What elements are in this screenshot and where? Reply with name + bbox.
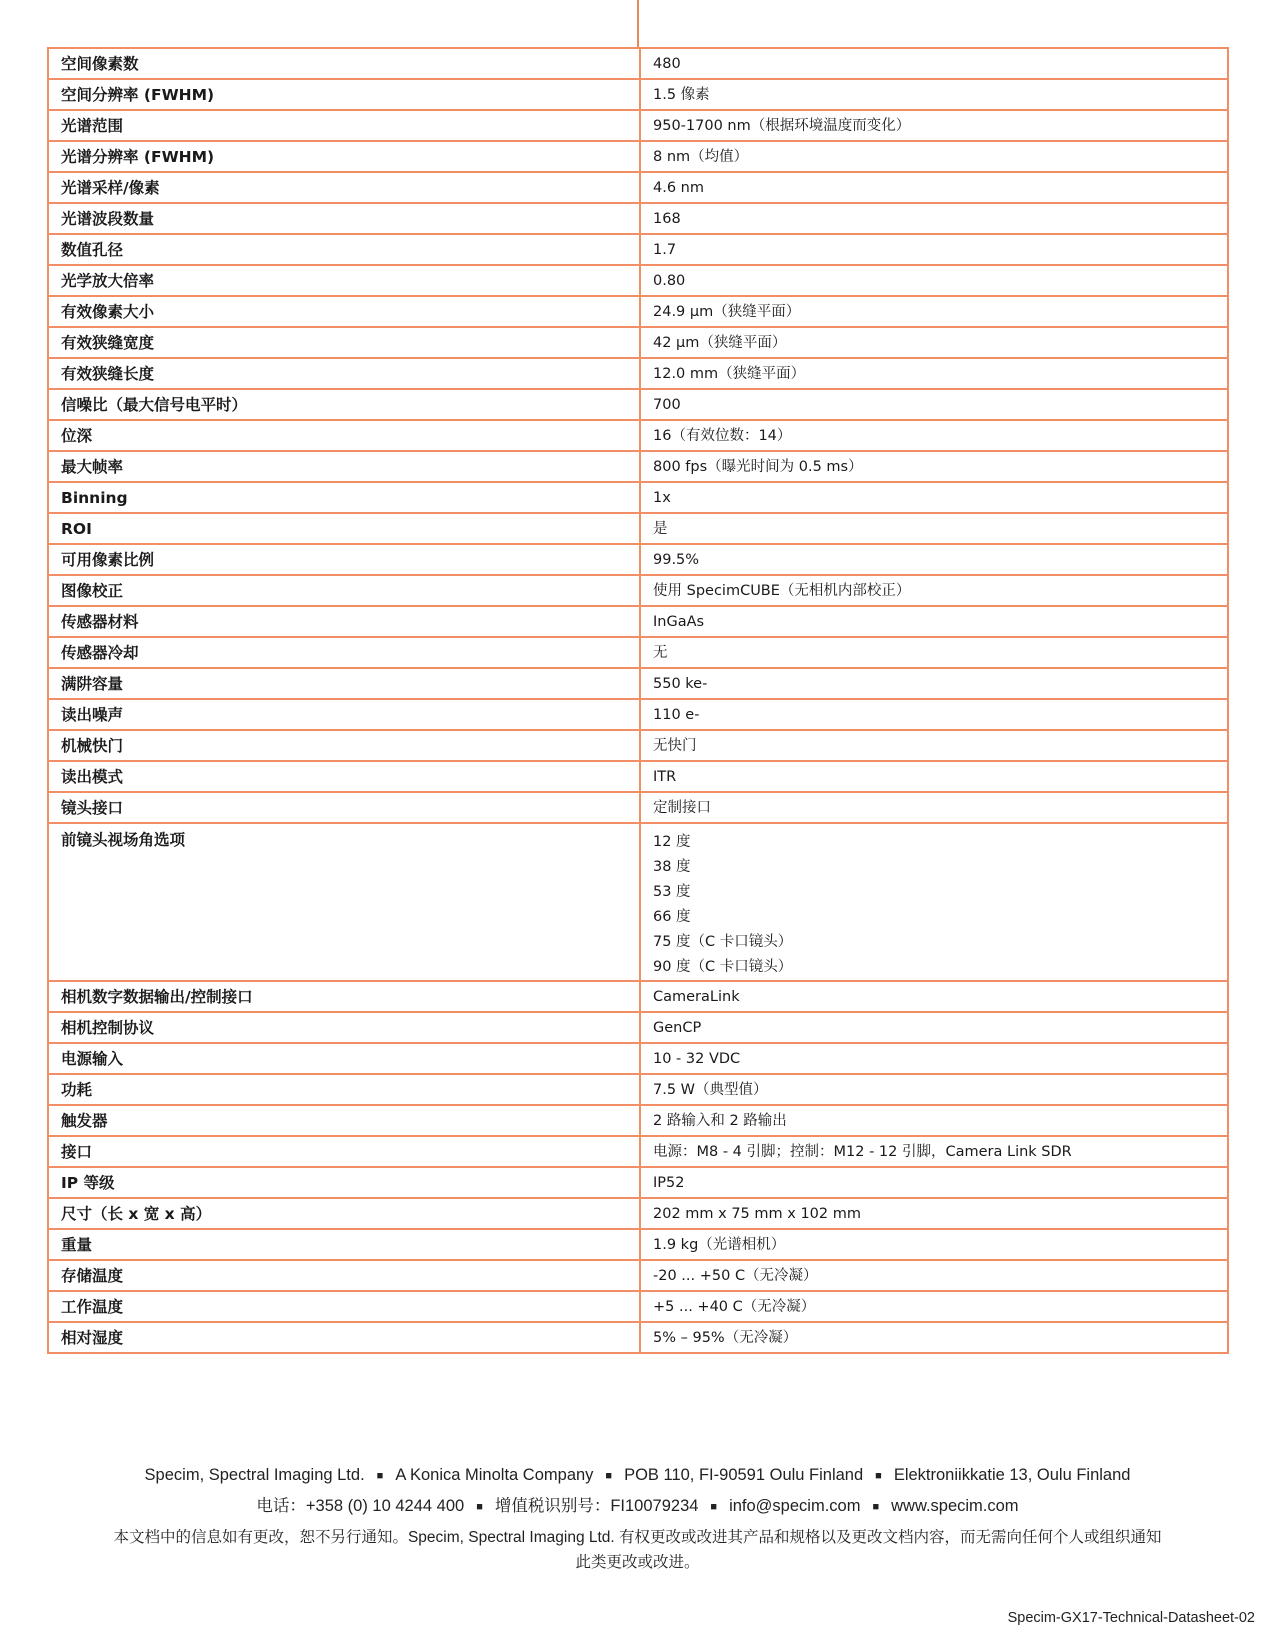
- spec-row: [48, 792, 1228, 823]
- spec-label: IP 等级: [48, 1167, 640, 1198]
- spec-label: 可用像素比例: [48, 544, 640, 575]
- spec-label: 尺寸（长 x 宽 x 高）: [48, 1198, 640, 1229]
- spec-label: 功耗: [48, 1074, 640, 1105]
- spec-row: [48, 761, 1228, 792]
- spec-value: 800 fps（曝光时间为 0.5 ms）: [640, 451, 1228, 482]
- spec-row: [48, 544, 1228, 575]
- spec-label: 读出模式: [48, 761, 640, 792]
- spec-label: 空间像素数: [48, 48, 640, 79]
- spec-value: 无: [640, 637, 1228, 668]
- spec-value: InGaAs: [640, 606, 1228, 637]
- spec-value: 168: [640, 203, 1228, 234]
- spec-row: [48, 730, 1228, 761]
- spec-row: [48, 1291, 1228, 1322]
- spec-row: [48, 1105, 1228, 1136]
- spec-label: 前镜头视场角选项: [48, 823, 640, 981]
- spec-row: [48, 1229, 1228, 1260]
- fov-option: 53 度: [653, 884, 691, 900]
- spec-value: 24.9 µm（狭缝平面）: [640, 296, 1228, 327]
- spec-label: 触发器: [48, 1105, 640, 1136]
- spec-label: 光谱分辨率 (FWHM): [48, 141, 640, 172]
- spec-label: 工作温度: [48, 1291, 640, 1322]
- spec-row-fov: [48, 823, 1228, 981]
- spec-label: 相机控制协议: [48, 1012, 640, 1043]
- spec-row: [48, 327, 1228, 358]
- footer-contact-line: [0, 1492, 1275, 1516]
- fov-option: 75 度（C 卡口镜头）: [653, 934, 793, 950]
- spec-row: [48, 482, 1228, 513]
- spec-value: 2 路输入和 2 路输出: [640, 1105, 1228, 1136]
- spec-label: 机械快门: [48, 730, 640, 761]
- spec-value: 0.80: [640, 265, 1228, 296]
- spec-value: 550 ke-: [640, 668, 1228, 699]
- spec-row: [48, 172, 1228, 203]
- spec-value: 5% – 95%（无冷凝）: [640, 1322, 1228, 1353]
- spec-label: 相机数字数据输出/控制接口: [48, 981, 640, 1012]
- spec-row: [48, 420, 1228, 451]
- spec-label: 光谱范围: [48, 110, 640, 141]
- footer-separator: ■: [376, 1469, 384, 1482]
- spec-row: [48, 575, 1228, 606]
- spec-label: 有效狭缝宽度: [48, 327, 640, 358]
- spec-row: [48, 389, 1228, 420]
- spec-label: 镜头接口: [48, 792, 640, 823]
- footer-separator: ■: [605, 1469, 613, 1482]
- footer-email-link[interactable]: info@specim.com: [729, 1497, 861, 1515]
- spec-value: 10 - 32 VDC: [640, 1043, 1228, 1074]
- spec-row: [48, 1167, 1228, 1198]
- spec-value: 1x: [640, 482, 1228, 513]
- spec-label: 相对湿度: [48, 1322, 640, 1353]
- fov-option: 12 度: [653, 834, 691, 850]
- spec-row: [48, 451, 1228, 482]
- spec-value: 99.5%: [640, 544, 1228, 575]
- spec-value: 42 µm（狭缝平面）: [640, 327, 1228, 358]
- spec-row: [48, 1074, 1228, 1105]
- spec-label: 最大帧率: [48, 451, 640, 482]
- footer-street-address: Elektroniikkatie 13, Oulu Finland: [893, 1466, 1131, 1484]
- spec-value: 950-1700 nm（根据环境温度而变化）: [640, 110, 1228, 141]
- spec-row: [48, 358, 1228, 389]
- spec-label: 传感器冷却: [48, 637, 640, 668]
- spec-row: [48, 1043, 1228, 1074]
- spec-row: [48, 203, 1228, 234]
- spec-value: 使用 SpecimCUBE（无相机内部校正）: [640, 575, 1228, 606]
- spec-row: [48, 668, 1228, 699]
- fov-option: 66 度: [653, 909, 691, 925]
- footer-company-line: [0, 1466, 1275, 1485]
- fov-option: 90 度（C 卡口镜头）: [653, 959, 793, 975]
- fov-option: 38 度: [653, 859, 691, 875]
- spec-label: ROI: [48, 513, 640, 544]
- spec-row: [48, 981, 1228, 1012]
- footer-separator: ■: [476, 1500, 483, 1513]
- spec-value: 12.0 mm（狭缝平面）: [640, 358, 1228, 389]
- spec-value: 1.5 像素: [640, 79, 1228, 110]
- spec-label: 光学放大倍率: [48, 265, 640, 296]
- spec-label: 位深: [48, 420, 640, 451]
- footer-separator: ■: [710, 1500, 718, 1513]
- spec-row: [48, 513, 1228, 544]
- spec-value: 8 nm（均值）: [640, 141, 1228, 172]
- spec-row: [48, 141, 1228, 172]
- spec-label: Binning: [48, 482, 640, 513]
- spec-row: [48, 296, 1228, 327]
- spec-label: 光谱波段数量: [48, 203, 640, 234]
- spec-label: 传感器材料: [48, 606, 640, 637]
- spec-value: 700: [640, 389, 1228, 420]
- spec-value: 4.6 nm: [640, 172, 1228, 203]
- spec-label: 有效像素大小: [48, 296, 640, 327]
- spec-value: CameraLink: [640, 981, 1228, 1012]
- spec-row: [48, 79, 1228, 110]
- spec-row: [48, 1260, 1228, 1291]
- spec-label: 满阱容量: [48, 668, 640, 699]
- spec-label: 存储温度: [48, 1260, 640, 1291]
- spec-label: 重量: [48, 1229, 640, 1260]
- spec-row: [48, 637, 1228, 668]
- spec-label: 图像校正: [48, 575, 640, 606]
- spec-row: [48, 699, 1228, 730]
- spec-value: 202 mm x 75 mm x 102 mm: [640, 1198, 1228, 1229]
- spec-value: 110 e-: [640, 699, 1228, 730]
- spec-value: 定制接口: [640, 792, 1228, 823]
- footer-company: Specim, Spectral Imaging Ltd.: [144, 1466, 365, 1484]
- spec-value: IP52: [640, 1167, 1228, 1198]
- footer-parent-company: A Konica Minolta Company: [395, 1466, 594, 1484]
- spec-label: 光谱采样/像素: [48, 172, 640, 203]
- document-id: Specim-GX17-Technical-Datasheet-02: [1007, 1610, 1255, 1626]
- footer-vat: 增值税识别号：FI10079234: [494, 1497, 699, 1515]
- spec-value: +5 ... +40 C（无冷凝）: [640, 1291, 1228, 1322]
- footer-separator: ■: [872, 1500, 880, 1513]
- spec-table-body: [48, 48, 1228, 1353]
- footer-disclaimer: 本文档中的信息如有更改，恕不另行通知。Specim, Spectral Imaging Ltd. 有权更改或改进其产品和规格以及更改文档内容，而无需向任何个人或组织通知此类更改或改进。: [113, 1529, 1162, 1571]
- spec-label: 有效狭缝长度: [48, 358, 640, 389]
- top-divider-line: [637, 0, 639, 48]
- footer-website-link[interactable]: www.specim.com: [891, 1497, 1019, 1515]
- footer-phone: 电话：+358 (0) 10 4244 400: [256, 1497, 465, 1515]
- spec-value: 1.7: [640, 234, 1228, 265]
- spec-label: 电源输入: [48, 1043, 640, 1074]
- spec-value: ITR: [640, 761, 1228, 792]
- spec-value: GenCP: [640, 1012, 1228, 1043]
- spec-row: [48, 1322, 1228, 1353]
- spec-row: [48, 265, 1228, 296]
- spec-label: 数值孔径: [48, 234, 640, 265]
- spec-label: 空间分辨率 (FWHM): [48, 79, 640, 110]
- spec-value: 480: [640, 48, 1228, 79]
- spec-label: 读出噪声: [48, 699, 640, 730]
- spec-value: 16（有效位数：14）: [640, 420, 1228, 451]
- footer-separator: ■: [875, 1469, 882, 1482]
- spec-value: 是: [640, 513, 1228, 544]
- spec-value: 电源：M8 - 4 引脚；控制：M12 - 12 引脚，Camera Link SDR: [640, 1136, 1228, 1167]
- spec-row: [48, 110, 1228, 141]
- spec-table: [47, 47, 1229, 1354]
- spec-row: [48, 1198, 1228, 1229]
- spec-value: -20 ... +50 C（无冷凝）: [640, 1260, 1228, 1291]
- spec-value: 无快门: [640, 730, 1228, 761]
- spec-row: [48, 48, 1228, 79]
- spec-row: [48, 1012, 1228, 1043]
- spec-value: 1.9 kg（光谱相机）: [640, 1229, 1228, 1260]
- spec-row: [48, 234, 1228, 265]
- spec-value-list: [640, 823, 1228, 981]
- spec-label: 接口: [48, 1136, 640, 1167]
- footer-po-box: POB 110, FI-90591 Oulu Finland: [624, 1466, 864, 1484]
- spec-row: [48, 1136, 1228, 1167]
- spec-value: 7.5 W（典型值）: [640, 1074, 1228, 1105]
- spec-label: 信噪比（最大信号电平时）: [48, 389, 640, 420]
- spec-row: [48, 606, 1228, 637]
